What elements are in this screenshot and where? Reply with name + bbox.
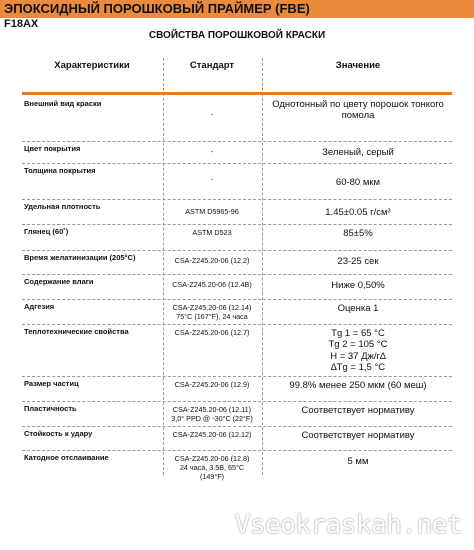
row-label: Глянец (60˚) xyxy=(24,227,69,236)
row-label: Стойкость к удару xyxy=(24,429,93,438)
row-divider xyxy=(22,401,452,402)
row-label: Размер частиц xyxy=(24,379,79,388)
row-value: Tg 1 = 65 °C Tg 2 = 105 °C H = 37 Дж/г∆ ∆Tg = 1,5 °C xyxy=(328,328,388,374)
row-divider xyxy=(22,299,452,300)
row-divider xyxy=(22,163,452,164)
title-bar xyxy=(0,0,474,18)
product-code: F18AX xyxy=(4,18,39,30)
row-standard: ASTM D523 xyxy=(192,228,232,237)
row-divider xyxy=(22,274,452,275)
row-standard: CSA-Z245.20-06 (12.11) 3,0° PPD @ -30°C (22°F) xyxy=(171,405,253,423)
header-divider xyxy=(22,92,452,95)
row-value: 60-80 мкм xyxy=(335,177,381,188)
row-value: Ниже 0,50% xyxy=(331,280,385,291)
row-label: Содержание влаги xyxy=(24,277,94,286)
row-divider xyxy=(22,199,452,200)
row-value: 23-25 сек xyxy=(337,256,379,267)
row-standard: - xyxy=(210,110,214,119)
row-label: Адгезия xyxy=(24,302,55,311)
row-value: 5 мм xyxy=(347,456,369,467)
row-value: Оценка 1 xyxy=(337,303,379,314)
row-label: Катодное отслаивание xyxy=(24,453,109,462)
document-title: ЭПОКСИДНЫЙ ПОРОШКОВЫЙ ПРАЙМЕР (FBE) xyxy=(4,1,310,16)
row-standard: ASTM D5965-96 xyxy=(185,207,239,216)
column-header-standard: Стандарт xyxy=(189,60,235,71)
column-divider xyxy=(262,58,263,475)
row-label: Теплотехнические свойства xyxy=(24,327,129,336)
section-title: СВОЙСТВА ПОРОШКОВОЙ КРАСКИ xyxy=(148,30,326,41)
row-label: Удельная плотность xyxy=(24,202,101,211)
row-standard: - xyxy=(210,147,214,156)
row-standard: CSA-Z245.20-06 (12.7) xyxy=(174,328,250,337)
row-divider xyxy=(22,450,452,451)
row-divider xyxy=(22,141,452,142)
row-divider xyxy=(22,376,452,377)
row-standard: CSA-Z245.20-06 (12.8) 24 часа, 3.5В, 65°C (149°F) xyxy=(174,454,250,481)
row-label: Толщина покрытия xyxy=(24,166,96,175)
row-value: Соответствует нормативу xyxy=(301,430,415,441)
row-value: Зеленый, серый xyxy=(322,147,394,158)
row-value: 99.8% менее 250 мкм (60 меш) xyxy=(289,380,427,391)
row-standard: CSA-Z245.20-06 (12.2) xyxy=(174,256,250,265)
row-label: Внешний вид краски xyxy=(24,99,102,108)
row-value: 85±5% xyxy=(343,228,373,239)
row-divider xyxy=(22,324,452,325)
row-label: Время желатинизации (205°C) xyxy=(24,253,136,262)
column-header-value: Значение xyxy=(335,60,381,71)
row-standard: - xyxy=(210,175,214,184)
row-label: Пластичность xyxy=(24,404,77,413)
row-standard: CSA-Z245.20-06 (12.14) 75°C (167°F), 24 часа xyxy=(172,303,252,321)
row-divider xyxy=(22,224,452,225)
row-divider xyxy=(22,426,452,427)
row-standard: CSA-Z245.20-06 (12.4B) xyxy=(172,280,252,289)
row-value: Соответствует нормативу xyxy=(301,405,415,416)
row-value: 1.45±0.05 г/см³ xyxy=(325,207,391,218)
row-standard: CSA-Z245.20-06 (12.9) xyxy=(174,380,250,389)
row-value: Однотонный по цвету порошок тонкого помола xyxy=(272,99,444,122)
watermark: Vseokraskah.net xyxy=(234,510,462,540)
row-label: Цвет покрытия xyxy=(24,144,81,153)
row-standard: CSA-Z245.20-06 (12.12) xyxy=(172,430,252,439)
column-header-characteristics: Характеристики xyxy=(54,60,130,71)
row-divider xyxy=(22,250,452,251)
